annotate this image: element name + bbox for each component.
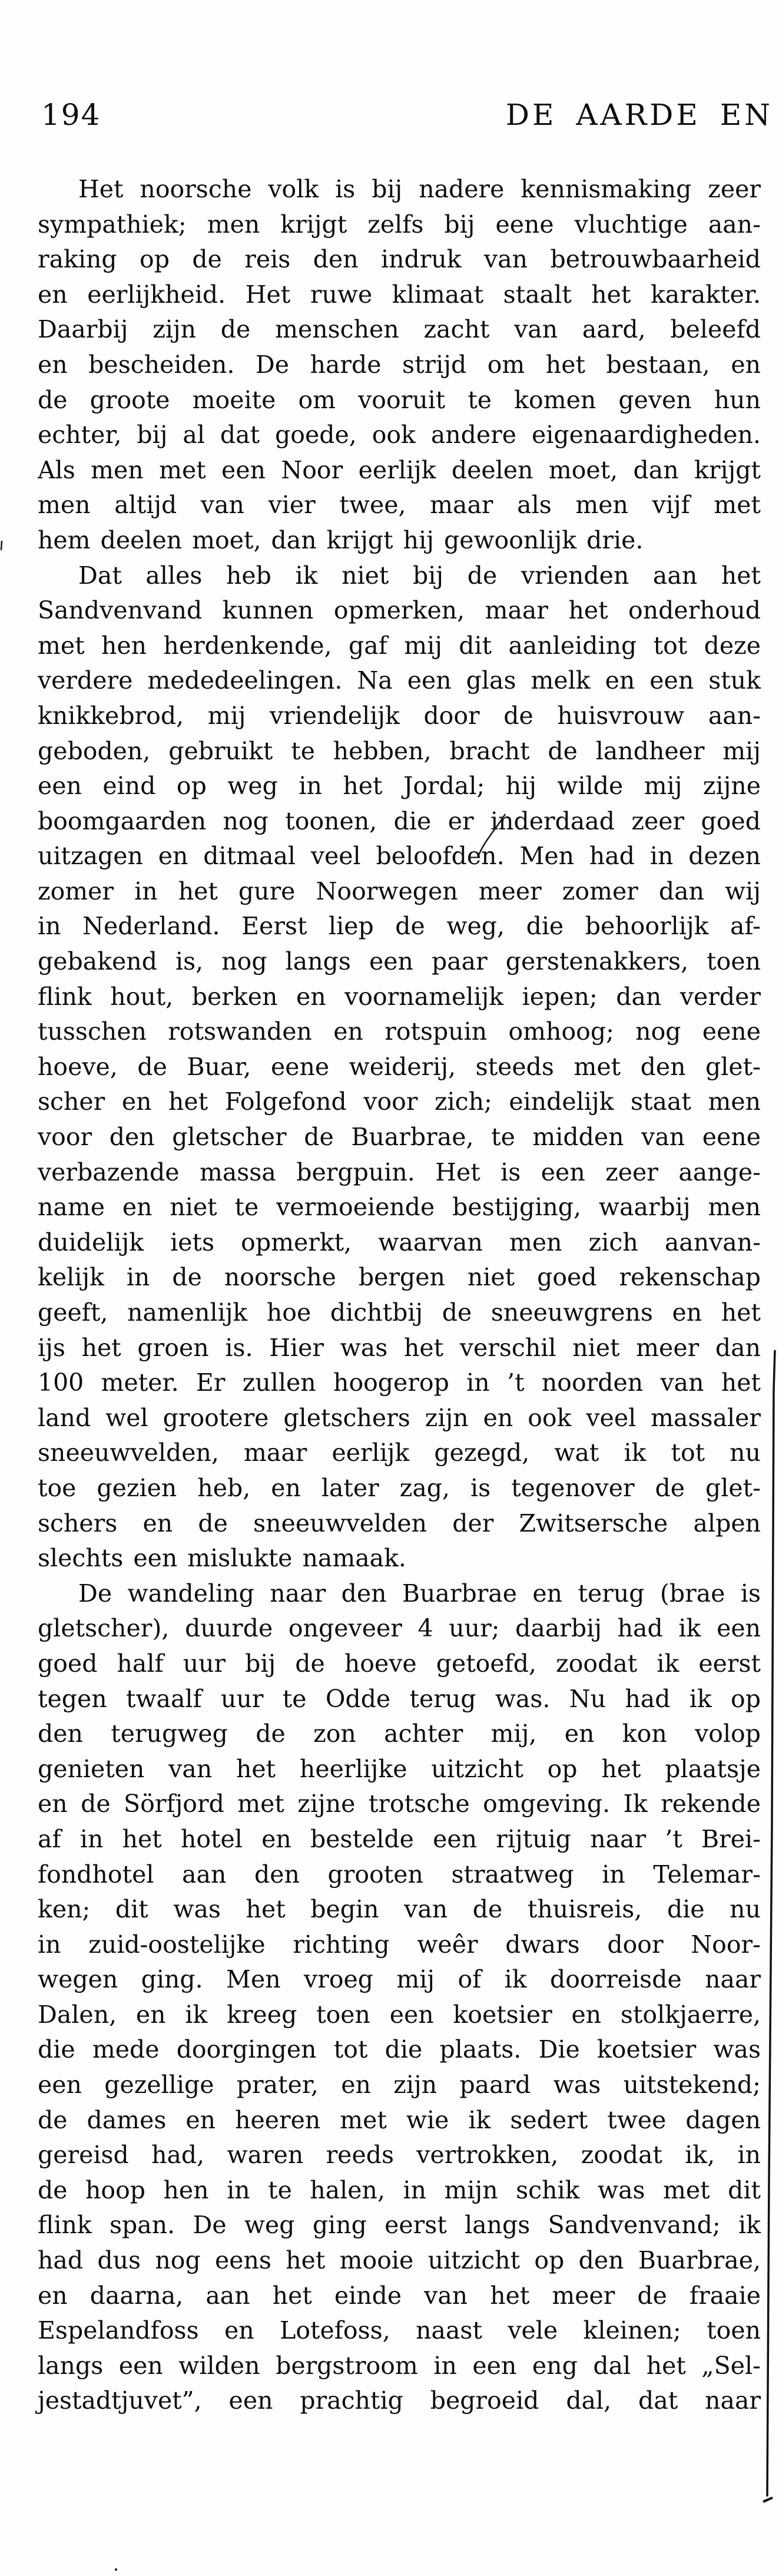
text-line: de groote moeite om vooruit te komen geven hun: [38, 385, 761, 414]
text-line: ijs het groen is. Hier was het verschil niet meer dan: [38, 1333, 761, 1362]
text-line: De wandeling naar den Buarbrae en terug (brae is: [78, 1579, 761, 1608]
left-edge-tick-artifact: [1, 541, 2, 550]
text-line: echter, bij al dat goede, ook andere eigenaardigheden.: [38, 421, 761, 449]
page-number: 194: [41, 98, 101, 132]
text-line: Als men met een Noor eerlijk deelen moet, dan krijgt: [38, 455, 761, 484]
text-line: hoeve, de Buar, eene weiderij, steeds met den glet-: [38, 1052, 761, 1081]
text-line: toe gezien heb, en later zag, is tegenover de glet-: [38, 1473, 761, 1502]
text-line: een eind op weg in het Jordal; hij wilde mij zijne: [38, 772, 761, 801]
text-line: uitzagen en ditmaal veel beloofden. Men had in dezen: [38, 842, 761, 871]
text-line: een gezellige prater, en zijn paard was uitstekend;: [38, 2071, 761, 2099]
page-gutter-foot-artifact: [763, 2498, 773, 2502]
text-line: tusschen rotswanden en rotspuin omhoog; nog eene: [38, 1017, 761, 1046]
page-gutter-line-artifact: [767, 1350, 775, 2496]
running-head: [38, 100, 773, 135]
text-line: gletscher), duurde ongeveer 4 uur; daarbij had ik een: [38, 1614, 761, 1643]
text-line: men altijd van vier twee, maar als men vijf met: [38, 491, 761, 520]
text-line: Het noorsche volk is bij nadere kennismaking zeer: [78, 175, 761, 203]
text-line: de hoop hen in te halen, in mijn schik was met dit: [38, 2175, 761, 2204]
text-line: name en niet te vermoeiende bestijging, waarbij men: [38, 1193, 761, 1222]
text-line: sympathiek; men krijgt zelfs bij eene vluchtige aan-: [38, 210, 761, 239]
text-line: die mede doorgingen tot die plaats. Die koetsier was: [38, 2035, 761, 2064]
text-line: raking op de reis den indruk van betrouwbaarheid: [38, 245, 761, 274]
running-title: DE AARDE EN: [505, 98, 773, 132]
text-line: langs een wilden bergstroom in een eng dal het „Sel-: [38, 2351, 761, 2380]
text-line: Dat alles heb ik niet bij de vrienden aan het: [78, 561, 761, 590]
text-line: Daarbij zijn de menschen zacht van aard, beleefd: [38, 315, 761, 344]
text-line: voor den gletscher de Buarbrae, te midden van eene: [38, 1123, 761, 1152]
text-line: wegen ging. Men vroeg mij of ik doorreisde naar: [38, 1965, 761, 1994]
text-line: in Nederland. Eerst liep de weg, die behoorlijk af-: [38, 912, 761, 941]
text-line: ken; dit was het begin van de thuisreis, die nu: [38, 1895, 761, 1924]
text-line: gebakend is, nog langs een paar gerstenakkers, toen: [38, 947, 761, 976]
text-line: fondhotel aan den grooten straatweg in Telemar-: [38, 1860, 761, 1889]
text-line: land wel grootere gletschers zijn en ook veel massaler: [38, 1403, 761, 1432]
text-line: en daarna, aan het einde van het meer de fraaie: [38, 2281, 761, 2310]
text-line: kelijk in de noorsche bergen niet goed rekenschap: [38, 1263, 761, 1292]
text-line: boomgaarden nog toonen, die er inderdaad zeer goed: [38, 806, 761, 835]
text-line: hem deelen moet, dan krijgt hij gewoonlijk drie.: [38, 525, 644, 554]
text-line: verbazende massa bergpuin. Het is een zeer aange-: [38, 1158, 761, 1186]
text-line: en bescheiden. De harde strijd om het bestaan, en: [38, 350, 761, 379]
text-line: gereisd had, waren reeds vertrokken, zoodat ik, in: [38, 2141, 761, 2170]
text-line: geboden, gebruikt te hebben, bracht de landheer mij: [38, 736, 761, 765]
text-line: Dalen, en ik kreeg toen een koetsier en stolkjaerre,: [38, 2000, 761, 2029]
text-line: sneeuwvelden, maar eerlijk gezegd, wat ik tot nu: [38, 1439, 761, 1467]
text-line: 100 meter. Er zullen hoogerop in ’t noorden van het: [38, 1368, 761, 1397]
text-line: schers en de sneeuwvelden der Zwitsersche alpen: [38, 1509, 761, 1537]
text-line: flink hout, berken en voornamelijk iepen; dan verder: [38, 982, 761, 1011]
text-line: Espelandfoss en Lotefoss, naast vele kleinen; toen: [38, 2316, 761, 2345]
text-line: duidelijk iets opmerkt, waarvan men zich aanvan-: [38, 1228, 761, 1256]
text-line: in zuid-oostelijke richting weêr dwars door Noor-: [38, 1930, 761, 1959]
text-line: scher en het Folgefond voor zich; eindelijk staat men: [38, 1087, 761, 1116]
text-line: Sandvenvand kunnen opmerken, maar het onderhoud: [38, 596, 761, 625]
text-line: den terugweg de zon achter mij, en kon volop: [38, 1719, 761, 1748]
text-line: tegen twaalf uur te Odde terug was. Nu had ik op: [38, 1684, 761, 1713]
text-line: en eerlijkheid. Het ruwe klimaat staalt het karakter.: [38, 280, 761, 309]
text-line: af in het hotel en bestelde een rijtuig naar ’t Brei-: [38, 1824, 761, 1853]
text-line: met hen herdenkende, gaf mij dit aanleiding tot deze: [38, 631, 761, 660]
text-line: knikkebrod, mij vriendelijk door de huisvrouw aan-: [38, 701, 761, 730]
text-line: verdere mededeelingen. Na een glas melk en een stuk: [38, 666, 761, 695]
text-block: [38, 172, 761, 2419]
stray-dot-artifact: [115, 2568, 117, 2571]
text-line: flink span. De weg ging eerst langs Sandvenvand; ik: [38, 2211, 761, 2240]
text-line: zomer in het gure Noorwegen meer zomer dan wij: [38, 877, 761, 905]
text-line: goed half uur bij de hoeve getoefd, zoodat ik eerst: [38, 1649, 761, 1678]
text-line: jestadtjuvet”, een prachtig begroeid dal, dat naar: [38, 2386, 761, 2415]
text-line: de dames en heeren met wie ik sedert twee dagen: [38, 2105, 761, 2134]
text-line: had dus nog eens het mooie uitzicht op den Buarbrae,: [38, 2246, 761, 2275]
text-line: genieten van het heerlijke uitzicht op het plaatsje: [38, 1754, 761, 1783]
text-line: en de Sörfjord met zijne trotsche omgeving. Ik rekende: [38, 1790, 761, 1818]
text-line: geeft, namenlijk hoe dichtbij de sneeuwgrens en het: [38, 1298, 761, 1327]
text-line: slechts een mislukte namaak.: [38, 1544, 406, 1573]
